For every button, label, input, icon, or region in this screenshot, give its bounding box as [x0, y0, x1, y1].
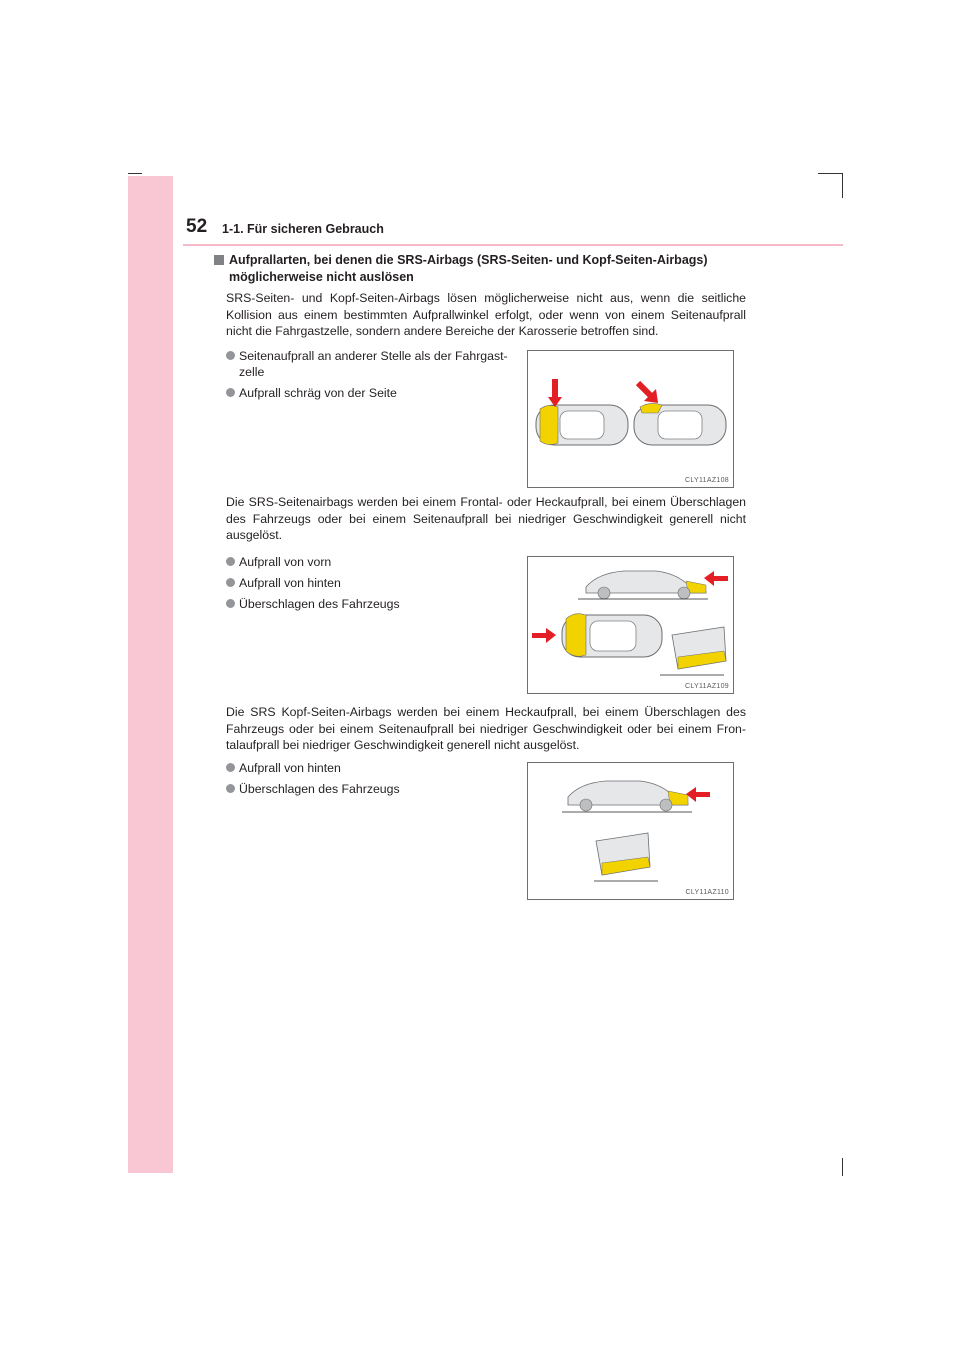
list-item: Aufprall von vorn: [226, 554, 516, 570]
crop-mark-top-left: [128, 173, 142, 174]
list-item: Aufprall von hinten: [226, 760, 516, 776]
figure-code: CLY11AZ109: [685, 683, 729, 690]
impact-arrow-rear-icon: [686, 787, 710, 802]
circle-bullet-icon: [226, 599, 235, 608]
car-top-view-right: [634, 403, 726, 445]
paragraph-curtain-airbags: Die SRS Kopf-Seiten-Airbags werden bei einem Heckaufprall, bei einem Überschlagen des Fahrzeugs oder bei einem Seitenaufprall bei niedriger Geschwindigkeit oder bei einem Frontalaufprall bei niedriger Geschwindigkeit generell nicht ausgelöst.: [226, 705, 746, 752]
square-bullet-icon: [214, 255, 224, 265]
crop-mark-bottom-right: [842, 1158, 843, 1176]
section-title: 1-1. Für sicheren Gebrauch: [222, 222, 384, 236]
car-rollover-view: [660, 627, 726, 675]
figure-rear-rollover: [527, 762, 734, 900]
impact-arrow-front-icon: [532, 628, 556, 643]
circle-bullet-icon: [226, 388, 235, 397]
side-impact-illustration: [528, 351, 733, 471]
crop-mark-top-right-v: [842, 173, 843, 198]
impact-arrow-icon: [548, 379, 562, 407]
list-item: Überschlagen des Fahrzeugs: [226, 781, 516, 797]
intro-paragraph: SRS-Seiten- und Kopf-Seiten-Airbags lösen möglicherweise nicht aus, wenn die seitliche Kollision aus einem bestimmten Aufprallwinkel erfolgt, oder wenn von einem Seitenaufprall nicht die Fahrgastzelle, sondern andere Bereiche der Karosserie betroffen sind.: [226, 291, 746, 338]
circle-bullet-icon: [226, 763, 235, 772]
crop-mark-top-right-h: [818, 173, 843, 174]
car-top-view: [562, 614, 662, 657]
front-rear-rollover-illustration: [528, 557, 733, 677]
intro-block: [212, 252, 746, 340]
page-number: 52: [186, 216, 208, 237]
car-side-view: [562, 781, 692, 812]
circle-bullet-icon: [226, 784, 235, 793]
figure-front-rear-rollover: [527, 556, 734, 694]
figure-code: CLY11AZ108: [685, 477, 729, 484]
figure-code: CLY11AZ110: [685, 889, 729, 896]
list-item: Aufprall schräg von der Seite: [226, 385, 516, 401]
impact-arrow-diagonal-icon: [638, 383, 658, 403]
car-top-view-left: [536, 405, 628, 445]
circle-bullet-icon: [226, 351, 235, 360]
rear-rollover-illustration: [528, 763, 733, 883]
impact-arrow-rear-icon: [704, 571, 728, 586]
list-item: Seitenaufprall an anderer Stelle als der Fahrgastzelle: [226, 348, 516, 380]
section-heading: [212, 252, 746, 286]
header-rule: [183, 244, 843, 246]
section-heading-text: Aufprallarten, bei denen die SRS-Airbags (SRS-Seiten- und Kopf-Seiten-Airbags) möglicherweise nicht auslösen: [229, 253, 708, 284]
figure-side-impact: [527, 350, 734, 488]
list-item: Aufprall von hinten: [226, 575, 516, 591]
chapter-sidebar: [128, 176, 173, 1173]
circle-bullet-icon: [226, 557, 235, 566]
car-side-view: [578, 571, 708, 599]
list-item: Überschlagen des Fahrzeugs: [226, 596, 516, 612]
car-rollover-view: [594, 833, 658, 881]
circle-bullet-icon: [226, 578, 235, 587]
paragraph-side-airbags: Die SRS-Seitenairbags werden bei einem Frontal- oder Heckaufprall, bei einem Überschlagen des Fahrzeugs oder bei einem Seitenaufprall bei niedriger Geschwindigkeit generell nicht ausgelöst.: [226, 495, 746, 542]
